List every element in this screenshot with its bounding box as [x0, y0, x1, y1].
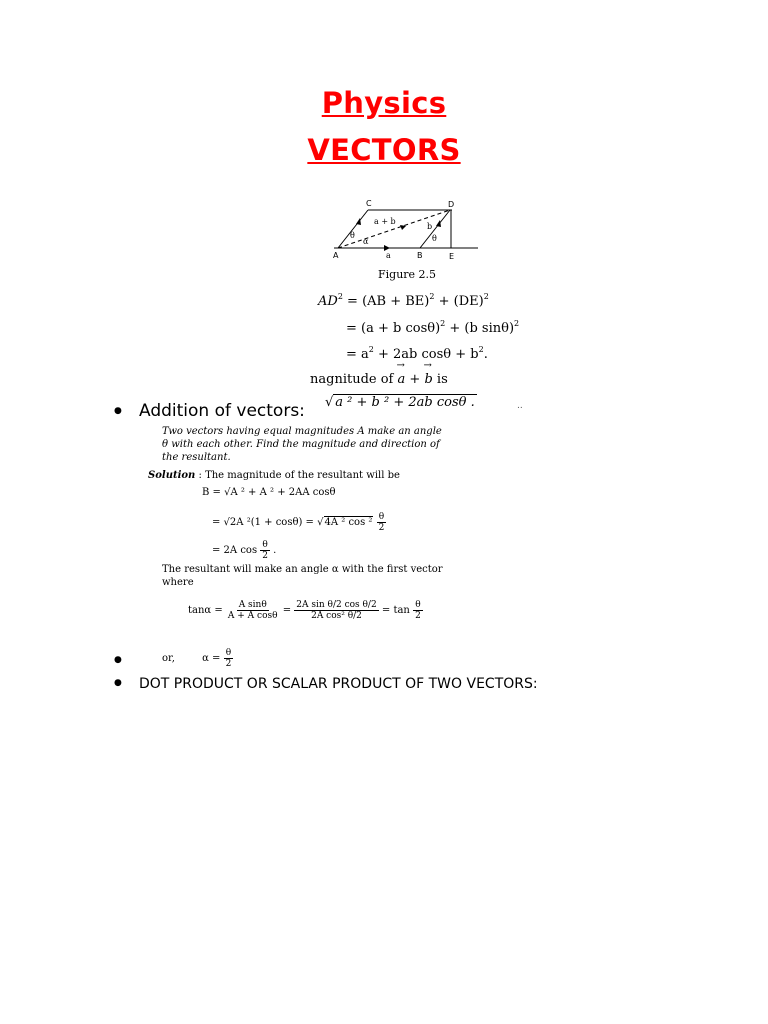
solution-eq-1: B = √A ² + A ² + 2AA cosθ [202, 487, 336, 498]
magnitude-formula: √ a ² + b ² + 2ab cosθ . [325, 395, 475, 410]
equation-1: $AD^2 = (AB + BE)^2 + (DE)^2$ [318, 292, 489, 309]
document-title: Physics [321, 86, 447, 120]
document-subtitle: VECTORS [307, 133, 461, 167]
bullet-icon: ● [114, 406, 122, 416]
solution-eq-2: = √2A ²(1 + cosθ) = √4A ² cos ² $\frac{\theta}{2}$ [212, 512, 385, 533]
label-e: E [449, 252, 455, 261]
figure-caption: Figure 2.5 [378, 268, 437, 281]
label-theta-left: θ [350, 231, 355, 240]
label-d: D [448, 200, 455, 209]
label-a: A [333, 251, 339, 260]
resultant-line-2: where [162, 577, 194, 588]
question-line-1: Two vectors having equal magnitudes A make an angle [162, 426, 442, 437]
label-alpha: α [363, 237, 369, 246]
label-a-plus-b: a + b [374, 217, 396, 226]
solution-line: Solution : The magnitude of the resultant will be [148, 470, 400, 481]
equation-3: = $a^2 + 2ab$ $\cos\theta + b^2$. [346, 345, 488, 362]
stray-marks: .. [517, 401, 523, 411]
bullet-item-addition-of-vectors: Addition of vectors: [139, 401, 305, 421]
label-b: B [417, 251, 423, 260]
label-a-vec: a [386, 251, 391, 260]
label-b-vec: b [427, 222, 433, 231]
label-c: C [366, 199, 372, 208]
bullet-icon: ● [114, 655, 122, 665]
vector-addition-figure [330, 196, 480, 266]
question-line-3: the resultant. [162, 452, 231, 463]
alpha-result: or, α = $\frac{\theta}{2}$ [162, 648, 232, 669]
magnitude-statement: nagnitude of → a + → b is [310, 372, 448, 387]
bullet-item-dot-product: DOT PRODUCT OR SCALAR PRODUCT OF TWO VECTORS: [139, 676, 538, 692]
tan-equation: tanα = $\frac{\text{A sinθ}}{\text{A + A cosθ}}$ = $\frac{\text{2A sin θ/2 cos θ/2}}{\text{2A cos² θ/2}}$ = tan $\frac{\theta}{2}$ [188, 600, 421, 621]
bullet-icon: ● [114, 678, 122, 688]
label-theta-right: θ [432, 234, 437, 243]
resultant-line-1: The resultant will make an angle α with the first vector [162, 564, 443, 575]
arrow-bd [436, 220, 441, 227]
question-line-2: θ with each other. Find the magnitude and direction of [162, 439, 440, 450]
solution-eq-3: = 2A cos $\frac{\theta}{2}$ . [212, 540, 277, 561]
equation-2: = (a + b cosθ)$^2$ + (b sinθ)$^2$ [346, 319, 520, 336]
worked-example [146, 424, 443, 669]
